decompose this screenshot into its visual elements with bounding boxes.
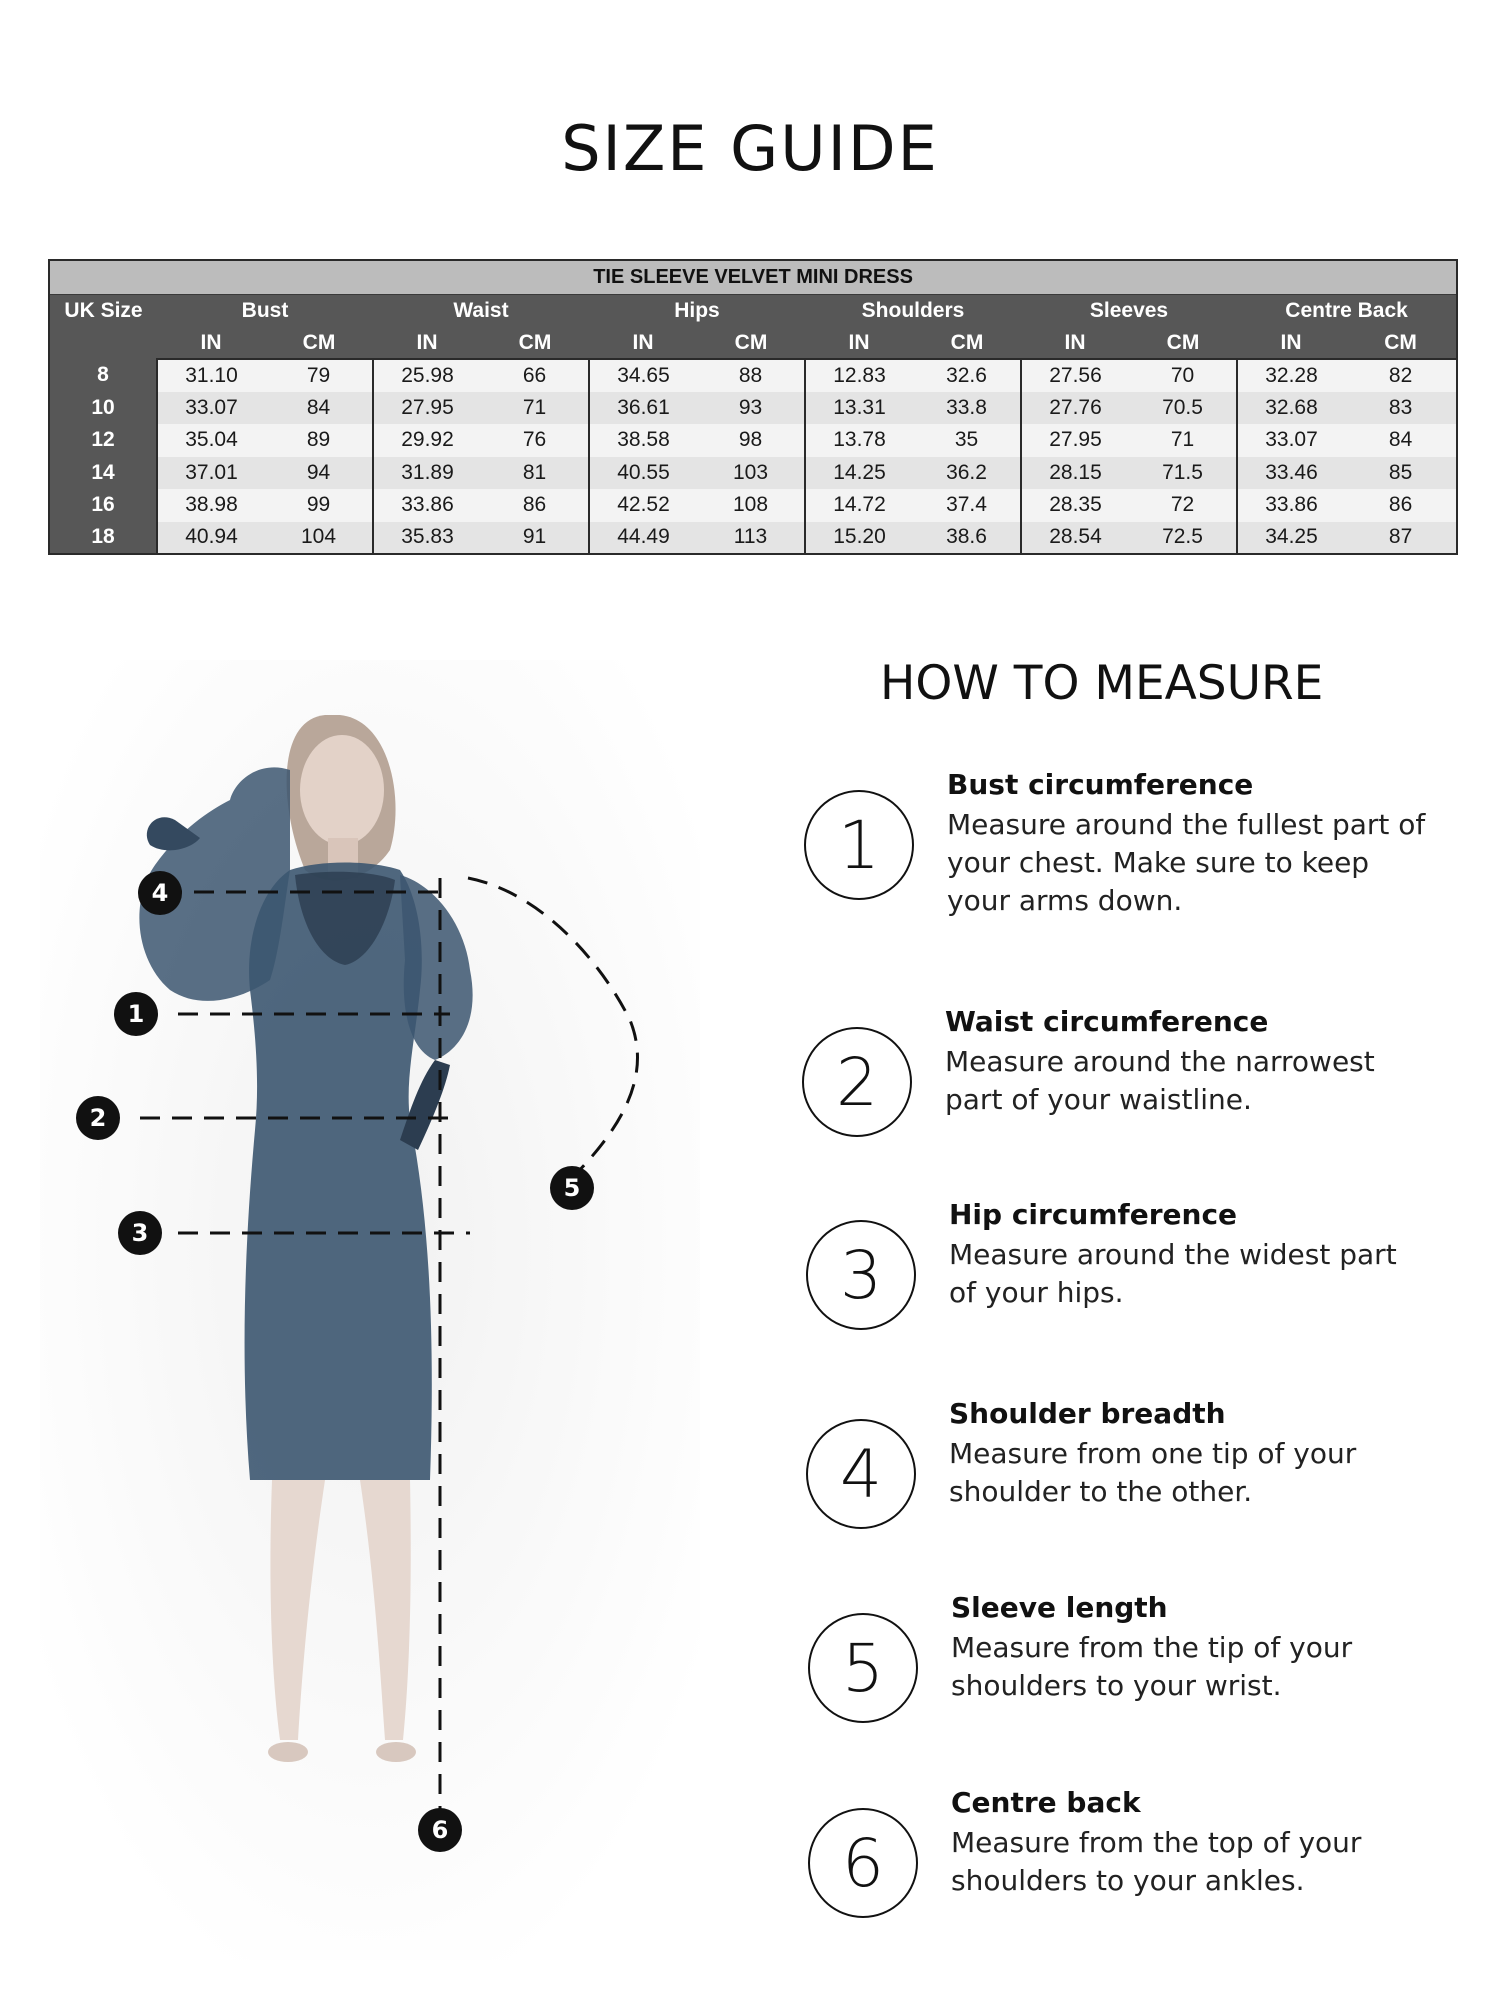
table-row	[49, 359, 1457, 392]
model-illustration	[40, 660, 700, 1960]
measurement-cell: 42.52	[589, 489, 697, 522]
measurement-cell: 81	[481, 457, 589, 490]
step-shoulder	[806, 1397, 1426, 1547]
step-description: Measure around the fullest part of your chest. Make sure to keep your arms down.	[947, 808, 1426, 917]
measurement-cell: 32.68	[1237, 392, 1345, 425]
measurement-cell: 33.07	[1237, 424, 1345, 457]
measurement-cell: 28.35	[1021, 489, 1129, 522]
measurement-cell: 13.78	[805, 424, 913, 457]
group-header-bust: Bust	[157, 294, 373, 327]
measurement-cell: 104	[265, 522, 373, 555]
step-description: Measure from the tip of your shoulders to your wrist.	[951, 1631, 1353, 1702]
measurement-cell: 31.10	[157, 359, 265, 392]
how-to-measure-title: HOW TO MEASURE	[880, 656, 1324, 711]
measurement-cell: 25.98	[373, 359, 481, 392]
group-header-centre-back: Centre Back	[1237, 294, 1457, 327]
step-description: Measure around the widest part of your hips.	[949, 1238, 1397, 1309]
size-chart-table	[48, 259, 1458, 555]
measurement-cell: 38.98	[157, 489, 265, 522]
size-cell: 18	[49, 522, 157, 555]
group-header-sleeves: Sleeves	[1021, 294, 1237, 327]
marker-5-sleeve: 5	[550, 1166, 594, 1210]
measurement-figure	[40, 660, 700, 1960]
measurement-cell: 33.86	[373, 489, 481, 522]
measurement-cell: 89	[265, 424, 373, 457]
measurement-cell: 108	[697, 489, 805, 522]
measurement-cell: 32.6	[913, 359, 1021, 392]
measurement-cell: 12.83	[805, 359, 913, 392]
measurement-cell: 113	[697, 522, 805, 555]
measurement-cell: 71	[481, 392, 589, 425]
measurement-cell: 28.54	[1021, 522, 1129, 555]
step-number-circle: 2	[802, 1027, 912, 1137]
measurement-cell: 33.8	[913, 392, 1021, 425]
measurement-cell: 29.92	[373, 424, 481, 457]
marker-6-centre-back: 6	[418, 1808, 462, 1852]
measurement-cell: 35	[913, 424, 1021, 457]
measurement-cell: 72.5	[1129, 522, 1237, 555]
measurement-cell: 72	[1129, 489, 1237, 522]
measurement-cell: 27.95	[1021, 424, 1129, 457]
measurement-cell: 87	[1345, 522, 1457, 555]
page-title: SIZE GUIDE	[561, 112, 939, 185]
measurement-cell: 34.25	[1237, 522, 1345, 555]
measurement-cell: 27.95	[373, 392, 481, 425]
measurement-cell: 40.94	[157, 522, 265, 555]
table-row	[49, 522, 1457, 555]
measurement-cell: 70	[1129, 359, 1237, 392]
size-cell: 10	[49, 392, 157, 425]
step-bust	[804, 768, 1424, 918]
table-caption: TIE SLEEVE VELVET MINI DRESS	[49, 260, 1457, 294]
measurement-cell: 35.04	[157, 424, 265, 457]
step-heading: Sleeve length	[951, 1591, 1168, 1624]
table-row	[49, 489, 1457, 522]
unit-header-in: IN	[1237, 327, 1345, 359]
measurement-cell: 66	[481, 359, 589, 392]
right-foot-shape	[376, 1742, 416, 1762]
table-row	[49, 392, 1457, 425]
measurement-cell: 40.55	[589, 457, 697, 490]
measurement-cell: 27.76	[1021, 392, 1129, 425]
measurement-cell: 93	[697, 392, 805, 425]
measurement-cell: 33.07	[157, 392, 265, 425]
step-number-circle: 3	[806, 1220, 916, 1330]
unit-header-blank	[49, 327, 157, 359]
unit-header-in: IN	[805, 327, 913, 359]
step-heading: Bust circumference	[947, 768, 1254, 801]
face-shape	[300, 735, 384, 845]
step-number-circle: 5	[808, 1613, 918, 1723]
step-heading: Hip circumference	[949, 1198, 1238, 1231]
group-header-waist: Waist	[373, 294, 589, 327]
size-cell: 8	[49, 359, 157, 392]
unit-header-in: IN	[589, 327, 697, 359]
measurement-cell: 76	[481, 424, 589, 457]
unit-header-cm: CM	[1345, 327, 1457, 359]
unit-header-cm: CM	[697, 327, 805, 359]
measurement-cell: 79	[265, 359, 373, 392]
measurement-cell: 91	[481, 522, 589, 555]
marker-2-waist: 2	[76, 1096, 120, 1140]
measurement-cell: 31.89	[373, 457, 481, 490]
measurement-cell: 94	[265, 457, 373, 490]
step-centre-back	[808, 1786, 1428, 1936]
uk-size-header: UK Size	[49, 294, 157, 327]
marker-1-bust: 1	[114, 992, 158, 1036]
measurement-cell: 71.5	[1129, 457, 1237, 490]
measurement-cell: 83	[1345, 392, 1457, 425]
step-waist	[802, 1005, 1422, 1155]
measurement-cell: 33.46	[1237, 457, 1345, 490]
step-description: Measure around the narrowest part of your waistline.	[945, 1045, 1375, 1116]
measurement-cell: 84	[265, 392, 373, 425]
step-description: Measure from the top of your shoulders to your ankles.	[951, 1826, 1362, 1897]
measurement-cell: 33.86	[1237, 489, 1345, 522]
measurement-cell: 86	[481, 489, 589, 522]
marker-4-shoulder: 4	[138, 871, 182, 915]
size-cell: 16	[49, 489, 157, 522]
measurement-cell: 71	[1129, 424, 1237, 457]
measurement-cell: 44.49	[589, 522, 697, 555]
unit-header-in: IN	[1021, 327, 1129, 359]
measurement-cell: 14.72	[805, 489, 913, 522]
measurement-cell: 14.25	[805, 457, 913, 490]
measurement-cell: 99	[265, 489, 373, 522]
step-number-circle: 1	[804, 790, 914, 900]
unit-header-cm: CM	[913, 327, 1021, 359]
measurement-cell: 88	[697, 359, 805, 392]
size-cell: 14	[49, 457, 157, 490]
step-description: Measure from one tip of your shoulder to the other.	[949, 1437, 1357, 1508]
unit-header-cm: CM	[1129, 327, 1237, 359]
measurement-cell: 70.5	[1129, 392, 1237, 425]
unit-header-cm: CM	[481, 327, 589, 359]
group-header-hips: Hips	[589, 294, 805, 327]
measurement-cell: 27.56	[1021, 359, 1129, 392]
measurement-cell: 28.15	[1021, 457, 1129, 490]
measurement-cell: 86	[1345, 489, 1457, 522]
step-heading: Waist circumference	[945, 1005, 1269, 1038]
step-heading: Shoulder breadth	[949, 1397, 1226, 1430]
measurement-cell: 82	[1345, 359, 1457, 392]
marker-3-hip: 3	[118, 1211, 162, 1255]
group-header-shoulders: Shoulders	[805, 294, 1021, 327]
measurement-cell: 37.01	[157, 457, 265, 490]
unit-header-in: IN	[157, 327, 265, 359]
step-number-circle: 4	[806, 1419, 916, 1529]
measurement-cell: 85	[1345, 457, 1457, 490]
measurement-cell: 13.31	[805, 392, 913, 425]
measurement-cell: 84	[1345, 424, 1457, 457]
measurement-cell: 36.2	[913, 457, 1021, 490]
step-hip	[806, 1198, 1426, 1348]
measurement-cell: 103	[697, 457, 805, 490]
size-table-body	[49, 359, 1457, 554]
measurement-cell: 32.28	[1237, 359, 1345, 392]
measurement-cell: 15.20	[805, 522, 913, 555]
measurement-cell: 37.4	[913, 489, 1021, 522]
unit-header-in: IN	[373, 327, 481, 359]
measurement-cell: 98	[697, 424, 805, 457]
table-row	[49, 457, 1457, 490]
size-cell: 12	[49, 424, 157, 457]
measurement-cell: 38.58	[589, 424, 697, 457]
step-number-circle: 6	[808, 1808, 918, 1918]
measurement-cell: 35.83	[373, 522, 481, 555]
step-sleeve	[808, 1591, 1428, 1741]
unit-header-cm: CM	[265, 327, 373, 359]
measurement-cell: 34.65	[589, 359, 697, 392]
measurement-cell: 38.6	[913, 522, 1021, 555]
left-foot-shape	[268, 1742, 308, 1762]
step-heading: Centre back	[951, 1786, 1141, 1819]
measurement-cell: 36.61	[589, 392, 697, 425]
table-row	[49, 424, 1457, 457]
